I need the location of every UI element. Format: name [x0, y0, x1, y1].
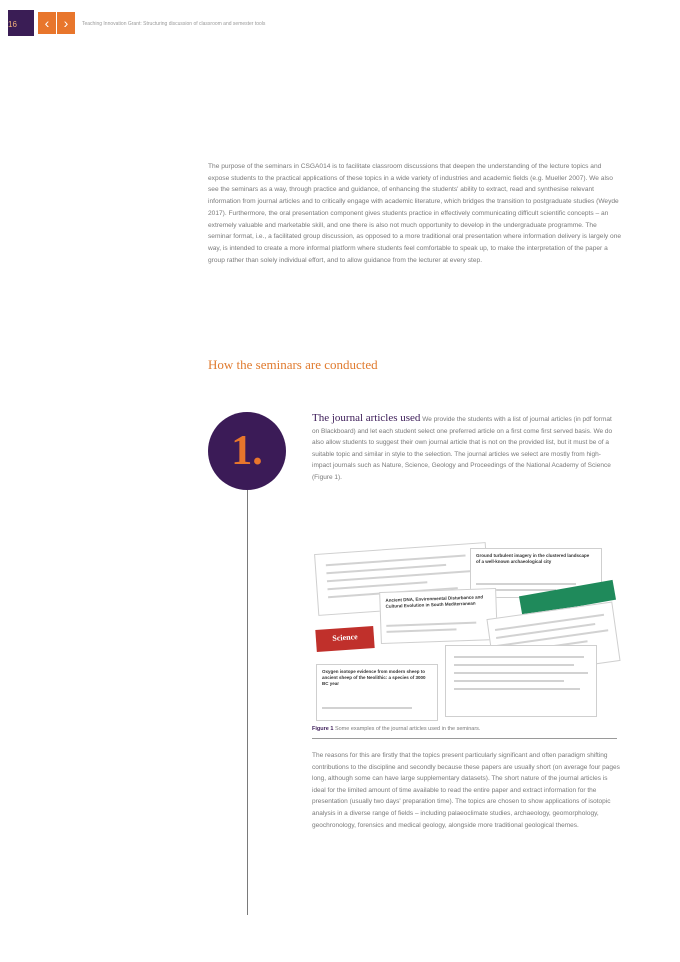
article-clip-3 — [379, 588, 498, 644]
article-title-3: Oxygen isotope evidence from modern sheep to ancient sheep of the Neolithic: a species of 3000 BC year — [322, 669, 426, 686]
running-head: Teaching Innovation Grant: Structuring discussion of classroom and semester tools — [82, 21, 266, 27]
previous-page-button[interactable] — [38, 12, 56, 34]
figure-caption-text: Some examples of the journal articles used in the seminars. — [334, 726, 481, 732]
reasons-paragraph: The reasons for this are firstly that the topics present particularly significant and often paradigm shifting contributions to the discipline and secondly because these papers are usually short (on average four pages long, although some can have large supplementary datasets). The short nature of the journal articles is ideal for the limited amount of time available to read the entire paper and extract information for the presentation (usually two days' preparation time). The topics are chosen to show applications of isotopic analysis in a diverse range of fields – including palaeoclimate studies, archaeology, geomorphology, geochronology, forensics and medical geology, alongside more traditional geological themes. — [312, 752, 620, 829]
next-page-button[interactable] — [57, 12, 75, 34]
science-logo-text: Science — [332, 632, 358, 643]
figure-caption — [312, 726, 617, 732]
step-number: 1. — [231, 428, 263, 474]
article-clip-5 — [445, 645, 597, 717]
step-number-circle — [208, 412, 286, 490]
article-title-1: Ground turbulent imagery in the clustered landscape of a well-known archaeological city — [476, 553, 590, 564]
step-divider-line — [247, 490, 248, 915]
article-title-2: Ancient DNA, Environmental Disturbance and Cultural Evolution in South Mediterranean — [385, 594, 484, 609]
step-paragraph — [312, 413, 617, 484]
figure-caption-label: Figure 1 — [312, 726, 334, 732]
top-bar — [0, 0, 680, 38]
chevron-right-icon: › — [63, 15, 69, 31]
page-number: 16 — [8, 20, 17, 29]
intro-paragraph: The purpose of the seminars in CSGA014 is to facilitate classroom discussions that deepen the understanding of the lecture topics and expose students to the practical applications of these topics in a wide variety of industries and academic fields (e.g. Mueller 2007). We also see the seminars as a way, through practice and guidance, of enhancing the students' ability to extract, read and synthesise relevant information from journal articles and to critically engage with academic literature, which bridges the transition to postgraduate studies (Weyde 2017). Furthermore, the oral presentation component gives students practice in effectively communicating difficult scientific concepts – an extremely valuable and marketable skill, and one there is also not much opportunity to develop in the undergraduate programme. The seminar format, i.e., a facilitated group discussion, as opposed to a more traditional oral presentation where information delivery is largely one way, is intended to create a more informal platform where students feel comfortable to speak up, to make the interpretation of the paper a group rather than solely individual effort, and to allow guidance from the lecturer at every step. — [208, 163, 622, 264]
chevron-left-icon: ‹ — [44, 15, 50, 31]
article-clip-6 — [316, 664, 438, 721]
step-body: We provide the students with a list of journal articles (in pdf format on Blackboard) and let each student select one preferred article on a first come first served basis. We do also allow students to suggest their own journal article that is not on the provided list, but it must be of a suitable topic and similar in style to the selection. The journal articles we select are mostly from high-impact journals such as Nature, Science, Geology and Proceedings of the National Academy of Science (Figure 1). — [312, 416, 613, 481]
caption-rule — [312, 738, 617, 739]
step-title: The journal articles used — [312, 412, 421, 424]
section-heading: How the seminars are conducted — [208, 357, 378, 372]
